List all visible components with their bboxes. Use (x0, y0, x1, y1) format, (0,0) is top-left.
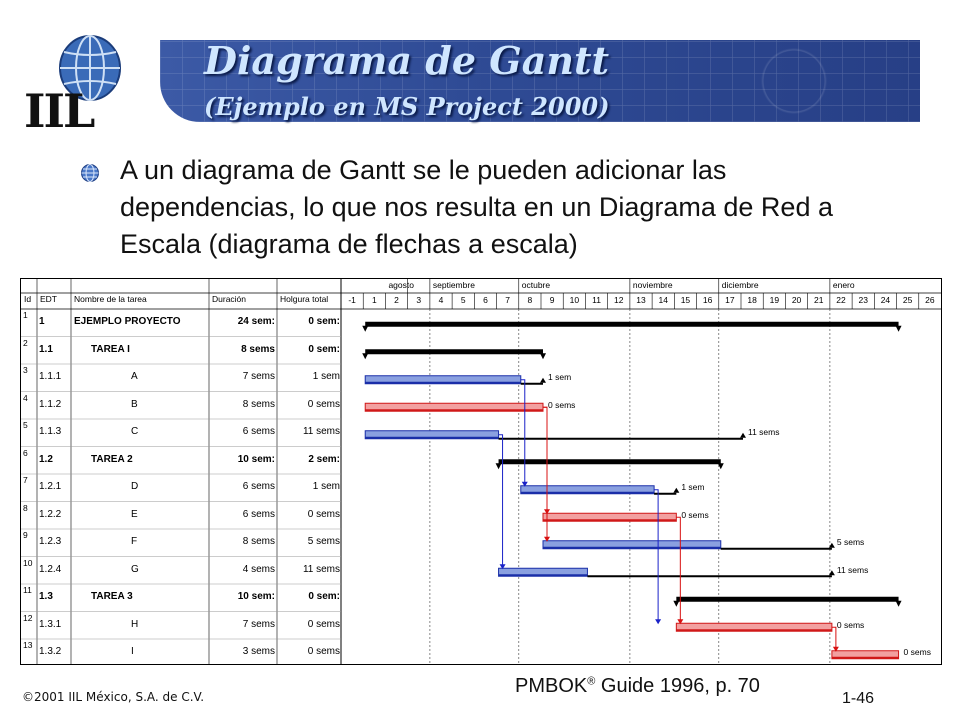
week-label: 17 (725, 295, 735, 305)
dependency-arrow (676, 517, 680, 621)
row-task-name: I (131, 646, 134, 657)
citation-rest: Guide 1996, p. 70 (595, 675, 760, 697)
week-label: 16 (702, 295, 713, 305)
summary-end-marker (896, 601, 902, 607)
row-edt: 1.2.3 (39, 536, 62, 547)
row-task-name: G (131, 563, 139, 575)
row-task-name: F (131, 536, 138, 547)
row-duration: 10 sem: (237, 453, 275, 465)
slack-marker (673, 488, 679, 493)
summary-end-marker (896, 326, 902, 332)
summary-end-marker (362, 353, 368, 359)
slack-label: 0 sems (903, 647, 931, 657)
gantt-grid (21, 279, 941, 664)
row-id: 13 (23, 640, 33, 650)
row-slack: 1 sem (312, 481, 340, 492)
month-label: enero (832, 280, 855, 290)
summary-bar (365, 349, 543, 354)
summary-end-marker (540, 353, 546, 359)
row-task-name: TAREA 3 (91, 591, 133, 602)
slack-label: 0 sems (836, 619, 865, 630)
row-slack: 0 sems (307, 646, 340, 657)
slack-label: 11 sems (748, 427, 780, 437)
slack-label: 11 sems (836, 564, 869, 575)
citation-name: PMBOK (515, 675, 588, 697)
summary-end-marker (496, 463, 502, 469)
column-header: Duración (212, 294, 247, 304)
row-slack: 0 sems (307, 508, 340, 520)
week-label: 26 (925, 295, 935, 305)
column-header: Nombre de la tarea (74, 294, 147, 304)
row-edt: 1.2.4 (39, 563, 62, 575)
week-label: 23 (858, 295, 868, 305)
dependency-arrow (654, 490, 658, 622)
bullet-text: A un diagrama de Gantt se le pueden adicionar las dependencias, lo que nos resulta en un Diagrama de Red a Escala (diagrama de flechas a escala) (120, 155, 833, 259)
row-duration: 6 sems (242, 508, 275, 520)
row-id: 9 (23, 530, 28, 540)
gantt-chart (20, 278, 942, 665)
dependency-arrow (521, 380, 525, 484)
week-label: 3 (416, 295, 422, 305)
month-label: septiembre (432, 280, 475, 290)
summary-end-marker (673, 601, 679, 607)
week-label: 2 (394, 295, 399, 305)
row-duration: 4 sems (242, 563, 275, 575)
row-id: 1 (23, 310, 28, 320)
row-id: 8 (23, 502, 28, 513)
row-task-name: C (131, 426, 139, 437)
row-duration: 10 sem: (237, 591, 275, 602)
week-label: 22 (836, 295, 846, 305)
row-duration: 3 sems (242, 646, 275, 657)
column-header: Id (24, 294, 32, 304)
row-duration: 8 sems (242, 398, 275, 410)
row-slack: 2 sem: (308, 453, 340, 465)
logo-text: IIL (24, 84, 94, 138)
row-duration: 7 sems (242, 371, 275, 382)
row-duration: 7 sems (242, 618, 275, 630)
row-duration: 6 sems (242, 426, 275, 437)
week-label: 24 (880, 295, 891, 305)
row-slack: 1 sem (312, 371, 340, 382)
row-slack: 0 sem: (308, 343, 340, 355)
row-slack: 0 sems (307, 398, 340, 410)
week-label: 7 (505, 295, 511, 305)
week-label: 10 (569, 295, 580, 305)
slack-label: 1 sem (681, 482, 705, 492)
slack-marker (829, 570, 835, 575)
week-label: 15 (680, 295, 691, 305)
week-label: 18 (747, 295, 757, 305)
row-slack: 11 sems (302, 426, 340, 437)
registered-mark: ® (587, 675, 596, 688)
row-task-name: TAREA 2 (91, 453, 133, 465)
week-label: 12 (614, 295, 624, 305)
slack-label: 0 sems (681, 509, 709, 520)
week-label: 9 (549, 295, 555, 305)
row-id: 10 (23, 557, 33, 568)
row-id: 7 (23, 475, 28, 485)
row-edt: 1.2 (39, 453, 53, 465)
week-label: 14 (658, 295, 668, 305)
row-id: 4 (23, 392, 28, 403)
week-label: -1 (348, 295, 356, 305)
column-header: Holgura total (280, 294, 329, 304)
week-label: 21 (814, 295, 824, 305)
week-label: 20 (791, 295, 802, 305)
week-label: 1 (371, 295, 377, 305)
summary-bar (365, 322, 898, 327)
page-subtitle: (Ejemplo en MS Project 2000) (204, 92, 610, 121)
month-label: agosto (388, 280, 414, 290)
row-slack: 5 sems (307, 536, 340, 547)
row-task-name: A (131, 371, 138, 382)
row-slack: 0 sem: (308, 591, 340, 602)
row-id: 12 (23, 612, 33, 623)
row-edt: 1.3 (39, 591, 53, 602)
row-task-name: TAREA I (91, 343, 130, 355)
row-id: 6 (23, 447, 28, 458)
dependency-arrow (499, 435, 503, 567)
row-duration: 6 sems (242, 481, 275, 492)
row-edt: 1.3.1 (39, 618, 62, 630)
row-slack: 0 sem: (308, 316, 340, 327)
summary-bar (499, 459, 721, 464)
dependency-arrowhead (655, 619, 661, 624)
row-edt: 1.1.3 (39, 426, 62, 437)
row-edt: 1 (39, 316, 45, 327)
row-duration: 8 sems (241, 343, 275, 355)
week-label: 5 (460, 295, 466, 305)
row-id: 2 (23, 337, 28, 348)
month-label: noviembre (632, 280, 673, 290)
summary-end-marker (362, 326, 368, 332)
week-label: 8 (527, 295, 533, 305)
row-slack: 0 sems (307, 618, 340, 630)
row-task-name: E (131, 508, 138, 520)
row-id: 5 (23, 420, 28, 430)
week-label: 13 (636, 295, 646, 305)
slack-marker (740, 433, 746, 438)
row-slack: 11 sems (302, 563, 340, 575)
slack-label: 5 sems (836, 537, 865, 547)
page-title: Diagrama de Gantt (204, 38, 610, 83)
dependency-arrow (832, 627, 836, 649)
row-id: 11 (23, 585, 32, 595)
row-task-name: D (131, 481, 139, 492)
row-duration: 24 sem: (237, 316, 275, 327)
slack-label: 1 sem (548, 372, 572, 382)
row-edt: 1.3.2 (39, 646, 62, 657)
source-citation (515, 675, 760, 698)
week-label: 4 (438, 295, 444, 305)
slack-label: 0 sems (548, 399, 576, 410)
summary-bar (676, 597, 898, 602)
row-edt: 1.1.1 (39, 371, 62, 382)
week-label: 6 (483, 295, 488, 305)
slack-marker (540, 378, 546, 383)
week-label: 25 (902, 295, 913, 305)
month-label: octubre (521, 280, 551, 290)
page-number: 1-46 (842, 690, 875, 707)
column-header: EDT (40, 294, 57, 304)
row-edt: 1.2.2 (39, 508, 62, 520)
row-task-name: EJEMPLO PROYECTO (74, 316, 181, 327)
row-task-name: B (131, 398, 138, 410)
week-label: 19 (769, 295, 780, 305)
week-label: 11 (592, 295, 601, 305)
row-task-name: H (131, 618, 139, 630)
row-duration: 8 sems (242, 536, 275, 547)
row-edt: 1.1.2 (39, 398, 62, 410)
copyright-footer: ©2001 IIL México, S.A. de C.V. (22, 690, 205, 704)
month-label: diciembre (721, 280, 759, 290)
globe-bullet-icon (80, 163, 100, 183)
row-id: 3 (23, 365, 28, 375)
row-edt: 1.1 (39, 343, 53, 355)
row-edt: 1.2.1 (39, 481, 62, 492)
